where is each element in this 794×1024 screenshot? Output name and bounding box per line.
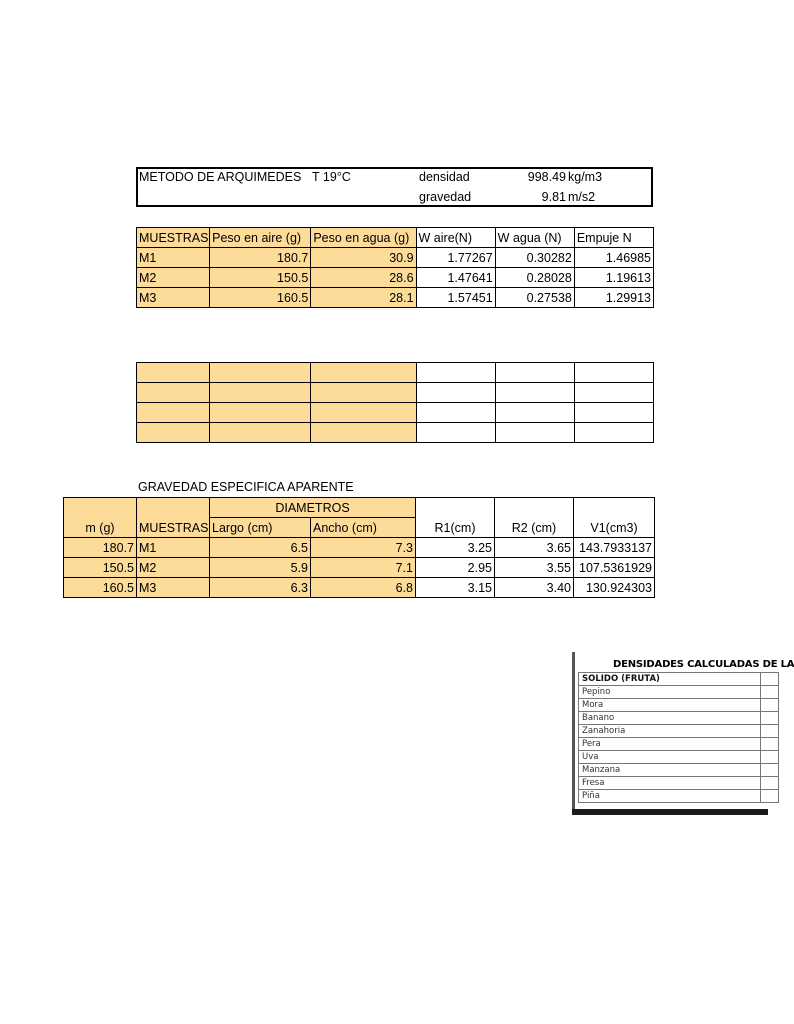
empty-table xyxy=(136,362,654,443)
cell xyxy=(761,686,779,699)
header-r1: R1(cm) xyxy=(416,498,495,538)
cell xyxy=(495,423,574,443)
density-value: 998.49 xyxy=(527,170,566,184)
cell: 7.3 xyxy=(311,538,416,558)
cell xyxy=(761,725,779,738)
table-row xyxy=(137,363,654,383)
cell: 1.19613 xyxy=(574,268,653,288)
cell: M1 xyxy=(137,248,210,268)
table-header-row xyxy=(137,228,654,248)
cell: 150.5 xyxy=(64,558,137,578)
cell: 5.9 xyxy=(210,558,311,578)
cell: 107.5361929 xyxy=(574,558,655,578)
cell xyxy=(495,403,574,423)
cell: 1.29913 xyxy=(574,288,653,308)
cell xyxy=(574,423,653,443)
cell: 6.5 xyxy=(210,538,311,558)
header-muestras: MUESTRAS xyxy=(137,498,210,538)
cell xyxy=(761,790,779,803)
cell: M2 xyxy=(137,558,210,578)
fruit-name: Manzana xyxy=(579,764,761,777)
cell: M2 xyxy=(137,268,210,288)
cell xyxy=(210,383,311,403)
header-box xyxy=(136,167,653,207)
cell: 28.6 xyxy=(311,268,416,288)
cell: 160.5 xyxy=(64,578,137,598)
cell: 1.46985 xyxy=(574,248,653,268)
cell: M1 xyxy=(137,538,210,558)
cell: 0.28028 xyxy=(495,268,574,288)
densities-image xyxy=(572,652,794,815)
densities-table xyxy=(578,672,779,803)
cell: 180.7 xyxy=(64,538,137,558)
densities-title: DENSIDADES CALCULADAS DE LA xyxy=(613,659,794,670)
cell xyxy=(311,383,416,403)
temperature-label: T 19°C xyxy=(312,170,351,184)
cell: 1.77267 xyxy=(416,248,495,268)
cell: 7.1 xyxy=(311,558,416,578)
fruit-name: Uva xyxy=(579,751,761,764)
header-peso-aire: Peso en aire (g) xyxy=(210,228,311,248)
table-row xyxy=(137,403,654,423)
cell: 3.15 xyxy=(416,578,495,598)
table-row xyxy=(579,712,779,725)
table-row xyxy=(64,558,655,578)
cell xyxy=(574,363,653,383)
cell xyxy=(416,363,495,383)
cell xyxy=(137,363,210,383)
cell xyxy=(761,673,779,686)
table-row xyxy=(137,268,654,288)
header-largo: Largo (cm) xyxy=(210,518,311,538)
image-shadow-left xyxy=(572,652,575,815)
density-label: densidad xyxy=(419,170,470,184)
cell xyxy=(311,363,416,383)
fruit-name: Mora xyxy=(579,699,761,712)
fruit-name: Fresa xyxy=(579,777,761,790)
cell: 143.7933137 xyxy=(574,538,655,558)
group-header-row xyxy=(64,498,655,518)
cell: 130.924303 xyxy=(574,578,655,598)
cell xyxy=(137,423,210,443)
gravity-table xyxy=(63,497,655,598)
cell: 6.3 xyxy=(210,578,311,598)
cell: 3.65 xyxy=(495,538,574,558)
cell: 3.40 xyxy=(495,578,574,598)
table-row xyxy=(579,764,779,777)
cell xyxy=(574,383,653,403)
cell xyxy=(574,403,653,423)
header-peso-agua: Peso en agua (g) xyxy=(311,228,416,248)
header-solido: SOLIDO (FRUTA) xyxy=(579,673,761,686)
cell xyxy=(761,699,779,712)
cell: 180.7 xyxy=(210,248,311,268)
table-row xyxy=(579,790,779,803)
table-row xyxy=(64,538,655,558)
cell: M3 xyxy=(137,288,210,308)
cell: 0.27538 xyxy=(495,288,574,308)
cell: 30.9 xyxy=(311,248,416,268)
cell xyxy=(416,403,495,423)
cell xyxy=(761,738,779,751)
header-w-agua: W agua (N) xyxy=(495,228,574,248)
cell xyxy=(311,423,416,443)
cell xyxy=(210,363,311,383)
cell xyxy=(137,383,210,403)
cell: M3 xyxy=(137,578,210,598)
header-muestras: MUESTRAS xyxy=(137,228,210,248)
table-row xyxy=(137,288,654,308)
density-unit: kg/m3 xyxy=(568,170,603,184)
cell xyxy=(210,423,311,443)
fruit-name: Pepino xyxy=(579,686,761,699)
table-row xyxy=(579,751,779,764)
fruit-name: Zanahoria xyxy=(579,725,761,738)
cell: 0.30282 xyxy=(495,248,574,268)
cell xyxy=(761,764,779,777)
method-title: METODO DE ARQUIMEDES xyxy=(139,170,302,184)
gravity-label: gravedad xyxy=(419,190,472,204)
cell: 160.5 xyxy=(210,288,311,308)
fruit-name: Banano xyxy=(579,712,761,725)
cell: 3.55 xyxy=(495,558,574,578)
cell: 6.8 xyxy=(311,578,416,598)
header-empuje: Empuje N xyxy=(574,228,653,248)
cell xyxy=(137,403,210,423)
cell xyxy=(210,403,311,423)
table-row xyxy=(579,777,779,790)
table-row xyxy=(137,383,654,403)
cell: 3.25 xyxy=(416,538,495,558)
cell xyxy=(311,403,416,423)
cell xyxy=(495,383,574,403)
gravity-table-title: GRAVEDAD ESPECIFICA APARENTE xyxy=(138,480,354,494)
header-v1: V1(cm3) xyxy=(574,498,655,538)
cell: 1.57451 xyxy=(416,288,495,308)
gravity-value: 9.81 xyxy=(541,190,566,204)
table-row xyxy=(579,738,779,751)
cell: 28.1 xyxy=(311,288,416,308)
table-row xyxy=(579,699,779,712)
table-row xyxy=(579,686,779,699)
gravity-unit: m/s2 xyxy=(568,190,596,204)
header-diametros: DIAMETROS xyxy=(210,498,416,518)
table-row xyxy=(64,578,655,598)
header-w-aire: W aire(N) xyxy=(416,228,495,248)
image-shadow-bottom xyxy=(572,809,768,815)
cell: 2.95 xyxy=(416,558,495,578)
header-mass: m (g) xyxy=(64,498,137,538)
cell xyxy=(761,751,779,764)
cell xyxy=(416,383,495,403)
header-r2: R2 (cm) xyxy=(495,498,574,538)
archimedes-table xyxy=(136,227,654,308)
table-row xyxy=(137,423,654,443)
cell xyxy=(761,712,779,725)
cell: 150.5 xyxy=(210,268,311,288)
table-header-row xyxy=(579,673,779,686)
cell xyxy=(416,423,495,443)
cell xyxy=(761,777,779,790)
table-row xyxy=(137,248,654,268)
cell: 1.47641 xyxy=(416,268,495,288)
cell xyxy=(495,363,574,383)
table-row xyxy=(579,725,779,738)
header-ancho: Ancho (cm) xyxy=(311,518,416,538)
fruit-name: Piña xyxy=(579,790,761,803)
fruit-name: Pera xyxy=(579,738,761,751)
